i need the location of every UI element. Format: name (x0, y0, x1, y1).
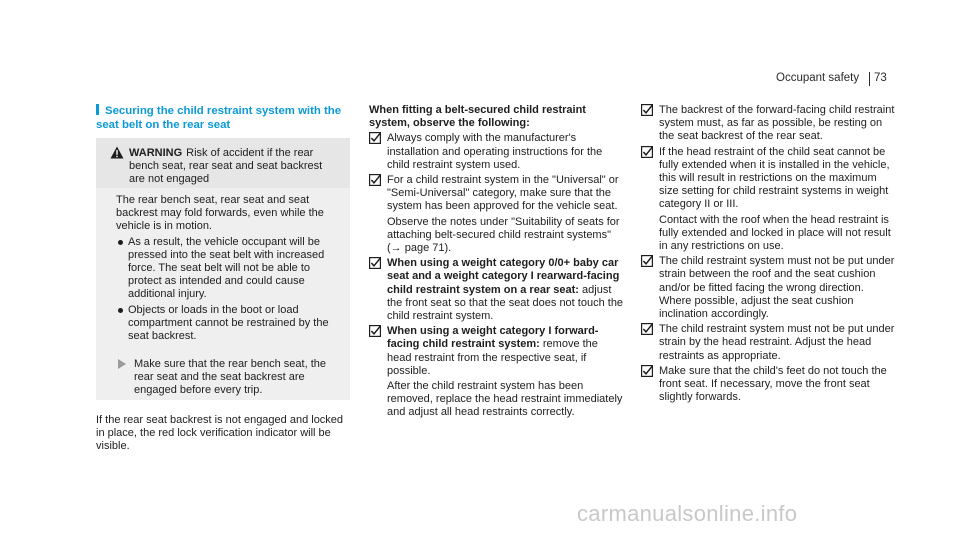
watermark-link[interactable]: carmanualsonline.info (577, 501, 798, 526)
warning-header (96, 138, 350, 188)
checkbox-tick-icon (641, 255, 653, 267)
checkbox-tick-icon (369, 174, 381, 186)
column-forward-facing (641, 104, 899, 406)
check-item: When using a weight category 0/0+ baby car seat and a weight category I rearward-facing child restraint system on a rear seat: adjust the front seat so that the seat does not touch the child restraint system. (369, 257, 625, 323)
checkbox-tick-icon (641, 146, 653, 158)
action-arrow-icon (118, 359, 126, 369)
checkbox-tick-icon (641, 323, 653, 335)
section-header: Occupant safety (776, 72, 860, 84)
checkbox-tick-icon (369, 257, 381, 269)
bullet-icon (118, 308, 123, 313)
warning-bullet: As a result, the vehicle occupant will be pressed into the seat belt with increased force. The seat belt will not be able to protect as intended and could cause additional injury. (116, 236, 338, 302)
check-item: Make sure that the child's feet do not touch the front seat. If necessary, move the front seat slightly forwards. (641, 365, 899, 405)
page-number: 73 (874, 72, 887, 84)
warning-heading: WARNING Risk of accident if the rear bench seat, rear seat and seat backrest are not engaged (129, 147, 323, 186)
checkbox-tick-icon (641, 104, 653, 116)
check-item: The backrest of the forward-facing child restraint system must, as far as possible, be resting on the seat backrest of the rear seat. (641, 104, 899, 144)
section-title: Securing the child restraint system with the seat belt on the rear seat (96, 105, 342, 131)
page-number-divider (869, 72, 870, 86)
warning-action: Make sure that the rear bench seat, the rear seat and the seat backrest are engaged before every trip. (116, 358, 338, 398)
check-item: For a child restraint system in the "Universal" or "Semi-Universal" category, make sure that the system has been approved for the vehicle seat. Observe the notes under "Suitability of seats for attaching belt-secured child restraint systems" (→ page 71). (369, 174, 625, 255)
section-marker (96, 104, 99, 115)
checkbox-tick-icon (641, 365, 653, 377)
column-heading: When fitting a belt-secured child restraint system, observe the following: (369, 104, 586, 130)
check-item: The child restraint system must not be put under strain between the roof and the seat cushion and/or be fitted facing the wrong direction. Where possible, adjust the seat cushion inclination accordingly. (641, 255, 899, 321)
warning-triangle-icon (110, 146, 124, 159)
warning-box (96, 138, 350, 400)
checkbox-tick-icon (369, 132, 381, 144)
checkbox-tick-icon (369, 325, 381, 337)
check-item: The child restraint system must not be put under strain by the head restraint. Adjust the head restraints as appropriate. (641, 323, 899, 363)
warning-intro: The rear bench seat, rear seat and seat backrest may fold forwards, even while the vehicle is in motion. (116, 194, 324, 233)
check-item: Always comply with the manufacturer's installation and operating instructions for the child restraint system used. (369, 132, 625, 172)
check-item: When using a weight category I forward-facing child restraint system: remove the head restraint from the respective seat, if possible. After the child restraint system has been removed, replace the head restraint immediately and adjust all head restraints correctly. (369, 325, 625, 419)
check-item: If the head restraint of the child seat cannot be fully extended when it is installed in the vehicle, this will result in restrictions on the maximum size setting for child restraint systems in weight category II or III. Contact with the roof when the head restraint is fully extended and locked in place will not result in any restrictions on use. (641, 146, 899, 254)
column-belt-secured (369, 104, 625, 422)
lock-indicator-note: If the rear seat backrest is not engaged and locked in place, the red lock verification indicator will be visible. (96, 414, 344, 453)
warning-bullet: Objects or loads in the boot or load compartment cannot be restrained by the seat backrest. (116, 304, 338, 344)
warning-body (116, 194, 338, 343)
warning-label: WARNING (129, 147, 183, 159)
bullet-icon (118, 240, 123, 245)
